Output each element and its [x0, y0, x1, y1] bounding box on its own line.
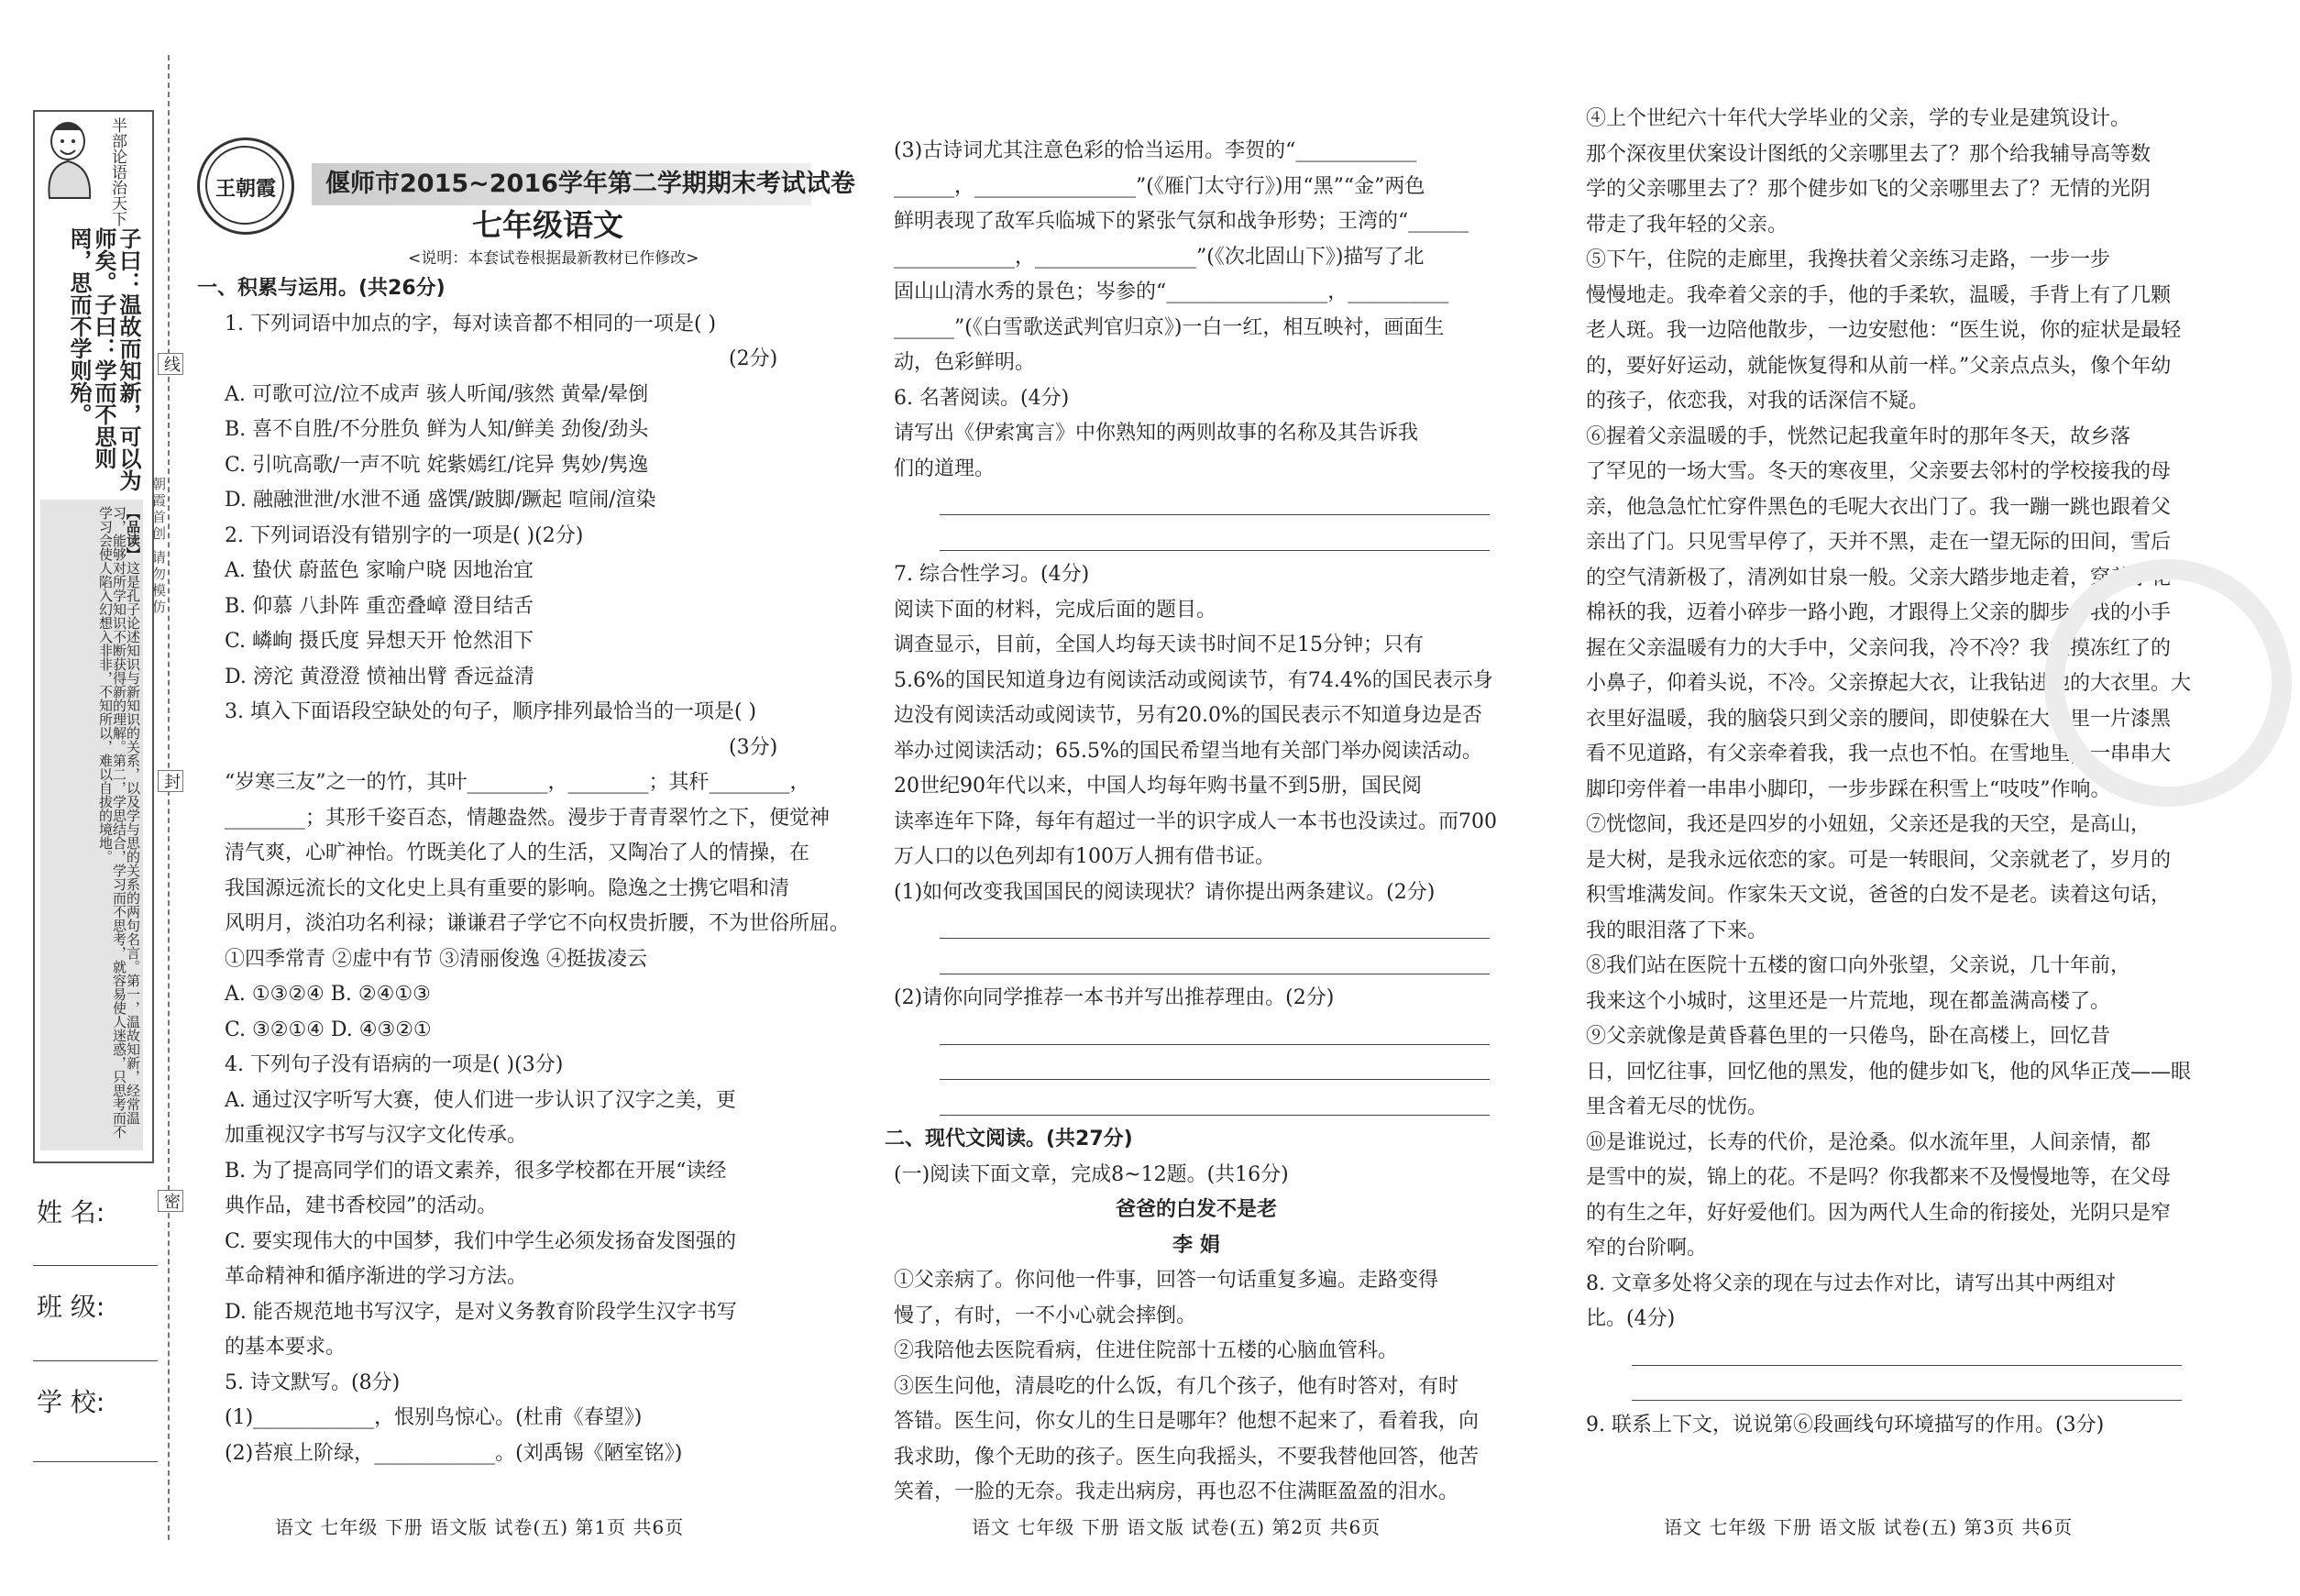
- text-line: 5. 诗文默写。(8分): [225, 1370, 401, 1394]
- page-2-column: [885, 0, 1508, 1503]
- text-line: 读率连年下降，每年有超过一半的识字成人一本书也没读过。而700: [894, 809, 1497, 833]
- text-line: 二、现代文阅读。(共27分): [885, 1128, 1133, 1150]
- text-line: 请写出《伊索寓言》中你熟知的两则故事的名称及其告诉我: [894, 422, 1419, 445]
- text-line: 看不见道路，有父亲牵着我，我一点也不怕。在雪地里，一串串大: [1586, 743, 2172, 765]
- text-line: 典作品，建书香校园”的活动。: [225, 1194, 498, 1217]
- text-line: 8. 文章多处将父亲的现在与过去作对比，请写出其中两组对: [1586, 1271, 2116, 1295]
- fold-label-xian: 线: [158, 353, 183, 375]
- text-line: 脚印旁伴着一串串小脚印，一步步踩在积雪上“吱吱”作响。: [1586, 777, 2111, 801]
- text-line: 一、积累与运用。(共26分): [197, 277, 446, 300]
- text-line: (1)____________，恨别鸟惊心。(杜甫《春望》): [225, 1406, 643, 1429]
- text-line: 边没有阅读活动或阅读节，另有20.0%的国民表示不知道身边是否: [894, 704, 1482, 727]
- text-line: 清气爽，心旷神怡。竹既美化了人的生活，又陶冶了人的情操，在: [225, 842, 810, 864]
- text-line: ⑩是谁说过，长寿的代价，是沧桑。似水流年里，人间亲情，都: [1586, 1130, 2151, 1154]
- text-line: 4. 下列句子没有语病的一项是( )(3分): [225, 1053, 564, 1076]
- class-label: 班 级:: [37, 1292, 105, 1322]
- text-line: ⑥握着父亲温暖的手，恍然记起我童年时的那年冬天，故乡落: [1586, 424, 2131, 448]
- text-line: 的有生之年，好好爱他们。因为两代人生命的衔接处，光阴只是窄: [1586, 1201, 2172, 1225]
- text-line: 的空气清新极了，清冽如甘泉一般。父亲大踏步地走着，穿着小花: [1586, 566, 2172, 589]
- text-line: 1. 下列词语中加点的字，每对读音都不相同的一项是( ): [225, 312, 717, 336]
- text-line: 带走了我年轻的父亲。: [1586, 213, 1788, 237]
- text-line: D. 能否规范地书写汉字，是对义务教育阶段学生汉字书写: [225, 1300, 737, 1324]
- answer-line[interactable]: [1632, 1365, 2182, 1366]
- text-line: B. 喜不自胜/不分胜负 鲜为人知/鲜美 劲俊/劲头: [225, 418, 649, 441]
- text-line: D. 滂沱 黄澄澄 愤袖出臂 香远益清: [225, 665, 534, 688]
- fold-label-feng: 封: [158, 770, 183, 792]
- text-line: 是大树，是我永远依恋的家。可是一转眼间，父亲就老了，岁月的: [1586, 848, 2172, 872]
- text-line: 亲出了门。只见雪早停了，天并不黑，走在一望无际的田间，雪后: [1586, 531, 2172, 554]
- text-line: D. 融融泄泄/水泄不通 盛馔/跛脚/蹶起 喧闹/渲染: [225, 489, 656, 512]
- text-line: 里含着无尽的忧伤。: [1586, 1095, 1768, 1118]
- text-line: 是雪中的炭，锦上的花。不是吗？你我都来不及慢慢地等，在父母: [1586, 1166, 2172, 1189]
- text-line: 9. 联系上下文，说说第⑥段画线句环境描写的作用。(3分): [1586, 1413, 2105, 1436]
- text-line: ④上个世纪六十年代大学毕业的父亲，学的专业是建筑设计。: [1586, 107, 2131, 130]
- text-line: 答错。医生问，你女儿的生日是哪年？他想不起来了，看着我，向: [894, 1410, 1480, 1433]
- name-field[interactable]: [33, 1265, 158, 1266]
- text-line: C. 嶙峋 摄氏度 异想天开 怆然泪下: [225, 630, 534, 653]
- text-line: 学的父亲哪里去了？那个健步如飞的父亲哪里去了？无情的光阴: [1586, 178, 2151, 201]
- text-line: 李 娟: [1172, 1233, 1220, 1257]
- text-line: ________；其形千姿百态，情趣盎然。漫步于青青翠竹之下，便觉神: [225, 806, 831, 830]
- text-line: ①父亲病了。你问他一件事，回答一句话重复多遍。走路变得: [894, 1269, 1439, 1292]
- text-line: (一)阅读下面文章，完成8~12题。(共16分): [894, 1162, 1289, 1186]
- footer-page-1: 语文 七年级 下册 语文版 试卷(五) 第1页 共6页: [275, 1516, 685, 1538]
- text-line: 调查显示，目前，全国人均每天读书时间不足15分钟；只有: [894, 633, 1424, 656]
- text-line: 举办过阅读活动；65.5%的国民希望当地有关部门举办阅读活动。: [894, 739, 1482, 763]
- text-line: ______”(《白雪歌送武判官归京》)一白一红，相互映衬，画面生: [894, 315, 1445, 339]
- text-line: B. 为了提高同学们的语文素养，很多学校都在开展“读经: [225, 1159, 727, 1183]
- text-line: 爸爸的白发不是老: [1115, 1198, 1277, 1221]
- text-line: 笑着，一脸的无奈。我走出病房，再也忍不住满眶盈盈的泪水。: [894, 1480, 1459, 1503]
- text-line: (2)苔痕上阶绿，____________。(刘禹锡《陋室铭》): [225, 1441, 683, 1465]
- text-line: ⑤下午，住院的走廊里，我搀扶着父亲练习走路，一步一步: [1586, 248, 2111, 271]
- text-line: 3. 填入下面语段空缺处的句子，顺序排列最恰当的一项是( ): [225, 700, 757, 723]
- text-line: 日，回忆往事，回忆他的黑发，他的健步如飞，他的风华正茂——眼: [1586, 1060, 2192, 1084]
- footer-page-2: 语文 七年级 下册 语文版 试卷(五) 第2页 共6页: [972, 1516, 1381, 1538]
- answer-line[interactable]: [940, 938, 1490, 939]
- text-line: (3分): [729, 735, 778, 759]
- answer-line[interactable]: [940, 1115, 1490, 1116]
- sidebar: [0, 0, 181, 1596]
- confucius-portrait-icon: [37, 117, 103, 200]
- text-line: 慢了，有时，一不小心就会摔倒。: [894, 1304, 1197, 1327]
- answer-line[interactable]: [940, 1044, 1490, 1045]
- text-line: 革命精神和循序渐进的学习方法。: [225, 1265, 528, 1288]
- text-line: 万人口的以色列却有100万人拥有借书证。: [894, 845, 1275, 868]
- watermark-seal: [2044, 559, 2292, 807]
- sidebar-notes-label: 【品读】: [125, 506, 141, 561]
- answer-line[interactable]: [940, 514, 1490, 515]
- text-line: 棉袄的我，迈着小碎步一路小跑，才跟得上父亲的脚步。我的小手: [1586, 601, 2172, 624]
- text-line: 那个深夜里伏案设计图纸的父亲哪里去了？那个给我辅导高等数: [1586, 142, 2151, 166]
- text-line: 加重视汉字书写与汉字文化传承。: [225, 1124, 528, 1147]
- name-label: 姓 名:: [37, 1197, 105, 1227]
- text-line: 小鼻子，仰着头说，不冷。父亲撩起大衣，让我钻进他的大衣里。大: [1586, 672, 2192, 695]
- text-line: ⑨父亲就像是黄昏暮色里的一只倦鸟，卧在高楼上，回忆昔: [1586, 1025, 2111, 1048]
- text-line: (3)古诗词尤其注意色彩的恰当运用。李贺的“____________: [894, 139, 1417, 162]
- text-line: B. 仰慕 八卦阵 重峦叠嶂 澄目结舌: [225, 594, 534, 618]
- page-1-column: [197, 0, 851, 1503]
- text-line: ⑧我们站在医院十五楼的窗口向外张望，父亲说，几十年前，: [1586, 954, 2131, 977]
- text-line: (2分): [729, 347, 778, 370]
- text-line: 握在父亲温暖有力的大手中，父亲问我，冷不冷？我摸摸冻红了的: [1586, 636, 2172, 660]
- text-line: C. 引吭高歌/一声不吭 姹紫嫣红/诧异 隽妙/隽逸: [225, 453, 649, 477]
- text-line: ⑦恍惚间，我还是四岁的小妞妞，父亲还是我的天空，是高山，: [1586, 813, 2151, 836]
- fold-line: [168, 55, 170, 1540]
- text-line: 5.6%的国民知道身边有阅读活动或阅读节，有74.4%的国民表示身: [894, 668, 1493, 692]
- text-line: (2)请你向同学推荐一本书并写出推荐理由。(2分): [894, 986, 1335, 1009]
- text-line: 风明月，淡泊功名利禄；谦谦君子学它不向权贵折腰，不为世俗所屈。: [225, 912, 851, 935]
- text-line: 积雪堆满发间。作家朱天文说，爸爸的白发不是老。读着这句话，: [1586, 884, 2172, 907]
- text-line: (1)如何改变我国国民的阅读现状？请你提出两条建议。(2分): [894, 880, 1436, 904]
- text-line: 我国源远流长的文化史上具有重要的影响。隐逸之士携它唱和清: [225, 876, 790, 900]
- exam-note: <说明：本套试卷根据最新教材已作修改>: [408, 249, 699, 268]
- text-line: 2. 下列词语没有错别字的一项是( )(2分): [225, 523, 584, 547]
- sidebar-notes: [44, 506, 139, 1148]
- sidebar-notes-text: 这是孔子论述知识与新知识的关系，以及学与思的关系的两句名言。第一，温故知新，经常温习，能够对所学知识不断获得新的理解。第二，学思结合，学习而不思考，就容易使人迷惑，只思考而不学习会使人陷入幻想入非非，不知所以，难以自拔的境地。: [97, 506, 141, 1139]
- fold-label-mi: 密: [158, 1190, 183, 1212]
- text-line: 老人斑。我一边陪他散步，一边安慰他：“医生说，你的症状是最轻: [1586, 319, 2182, 342]
- exam-subtitle: 七年级语文: [472, 207, 623, 243]
- text-line: 我的眼泪落了下来。: [1586, 919, 1768, 942]
- copyright-note: 朝霞首创 请勿模仿: [150, 477, 167, 616]
- answer-line[interactable]: [1632, 1400, 2182, 1401]
- text-line: 衣里好温暖，我的脑袋只到父亲的腰间，即使躲在大衣里一片漆黑: [1586, 707, 2172, 731]
- text-line: ③医生问他，清晨吃的什么饭，有几个孩子，他有时答对，有时: [894, 1374, 1459, 1398]
- text-line: 了罕见的一场大雪。冬天的寒夜里，父亲要去邻村的学校接我的母: [1586, 460, 2172, 483]
- text-line: C. ③②①④ D. ④③②①: [225, 1018, 432, 1041]
- text-line: 慢慢地走。我牵着父亲的手，他的手柔软，温暖，手背上有了几颗: [1586, 283, 2172, 307]
- brand-name: 王朝霞: [215, 178, 276, 201]
- footer-page-3: 语文 七年级 下册 语文版 试卷(五) 第3页 共6页: [1664, 1516, 2074, 1538]
- school-label: 学 校:: [37, 1387, 105, 1417]
- text-line: 我来这个小城时，这里还是一片荒地，现在都盖满高楼了。: [1586, 989, 2111, 1013]
- text-line: 鲜明表现了敌军兵临城下的紧张气氛和战争形势；王湾的“______: [894, 210, 1469, 233]
- text-line: 们的道理。: [894, 457, 996, 480]
- text-line: 窄的台阶啊。: [1586, 1237, 1708, 1260]
- answer-line[interactable]: [940, 550, 1490, 551]
- sidebar-motto: 半部论语治天下: [108, 117, 127, 226]
- text-line: ②我陪他去医院看病，住进住院部十五楼的心脑血管科。: [894, 1339, 1399, 1362]
- text-line: ____________，________________”(《次北固山下》)描写了北: [894, 245, 1425, 269]
- text-line: 固山山清水秀的景色；岑参的“________________，__________: [894, 281, 1449, 303]
- text-line: ①四季常青 ②虚中有节 ③清丽俊逸 ④挺拔凌云: [225, 947, 647, 971]
- text-line: C. 要实现伟大的中国梦，我们中学生必须发扬奋发图强的: [225, 1229, 737, 1253]
- text-line: A. 可歌可泣/泣不成声 骇人听闻/骇然 黄晕/晕倒: [225, 382, 649, 406]
- text-line: 我求助，像个无助的孩子。医生向我摇头，不要我替他回答，他苦: [894, 1445, 1480, 1469]
- text-line: 7. 综合性学习。(4分): [894, 563, 1090, 586]
- sidebar-quote: 子曰：温故而知新，可以为师矣。子曰：学而不思则罔，思而不学则殆。: [66, 227, 142, 491]
- text-line: 6. 名著阅读。(4分): [894, 386, 1070, 410]
- text-line: 的孩子，依恋我，对我的话深信不疑。: [1586, 390, 1930, 413]
- text-line: “岁寒三友”之一的竹，其叶________，________；其秆________，: [225, 771, 810, 794]
- text-line: 的，要好好运动，就能恢复得和从前一样。”父亲点点头，像个年幼: [1586, 354, 2172, 378]
- text-line: 亲，他急急忙忙穿件黑色的毛呢大衣出门了。我一蹦一跳也跟着父: [1586, 495, 2172, 519]
- class-field[interactable]: [33, 1360, 158, 1361]
- text-line: A. ①③②④ B. ②④①③: [225, 983, 431, 1006]
- text-line: ______，________________”(《雁门太守行》)用“黑”“金”两色: [894, 174, 1425, 198]
- exam-title: 偃师市2015~2016学年第二学期期末考试试卷: [325, 170, 855, 198]
- text-line: 的基本要求。: [225, 1336, 347, 1359]
- text-line: 动，色彩鲜明。: [894, 351, 1036, 374]
- answer-line[interactable]: [940, 1079, 1490, 1080]
- text-line: 阅读下面的材料，完成后面的题目。: [894, 598, 1217, 622]
- text-line: A. 通过汉字听写大赛，使人们进一步认识了汉字之美，更: [225, 1088, 736, 1112]
- text-line: A. 蛰伏 蔚蓝色 家喻户晓 因地治宜: [225, 559, 534, 582]
- text-line: 比。(4分): [1586, 1307, 1676, 1330]
- school-field[interactable]: [33, 1461, 158, 1462]
- text-line: 20世纪90年代以来，中国人均每年购书量不到5册，国民阅: [894, 775, 1422, 798]
